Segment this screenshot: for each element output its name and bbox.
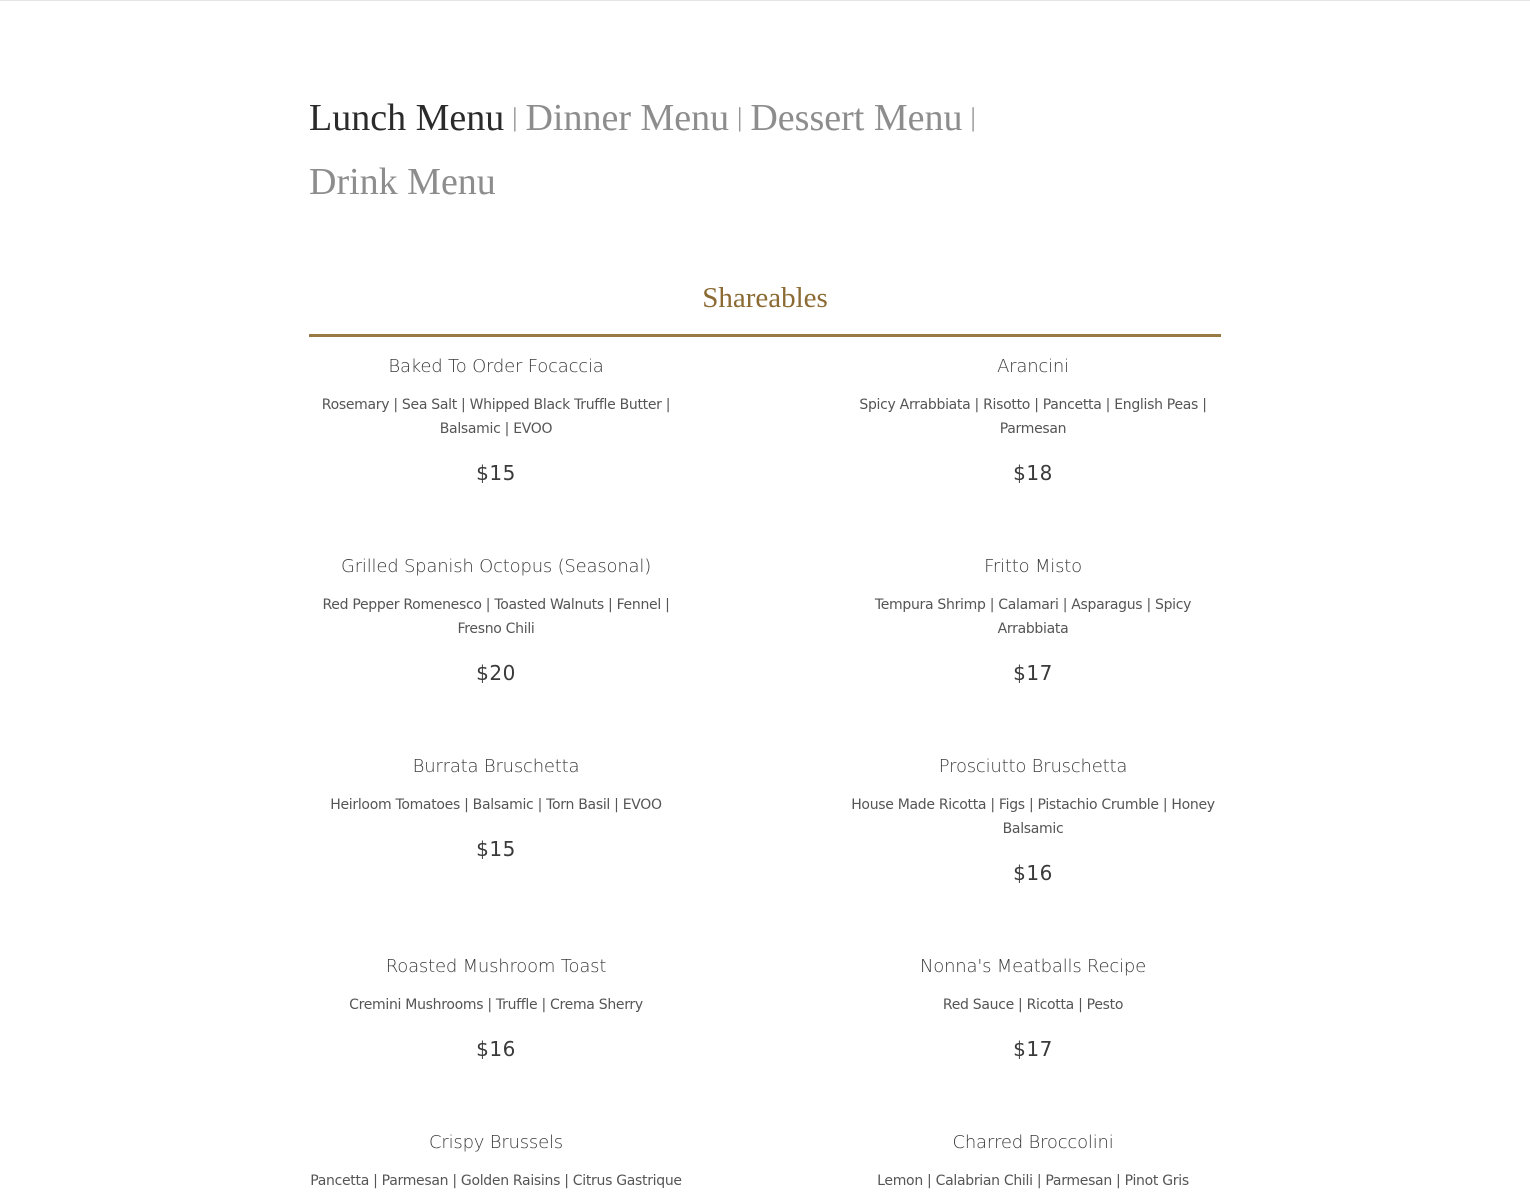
item-name: Arancini — [997, 356, 1069, 377]
item-description: Spicy Arrabbiata | Risotto | Pancetta | English Peas | Parmesan — [859, 397, 1207, 437]
menu-item — [306, 355, 686, 485]
menu-item — [843, 555, 1223, 685]
item-price: $16 — [476, 1037, 516, 1061]
item-description: Red Pepper Romenesco | Toasted Walnuts | Fennel | Fresno Chili — [322, 597, 670, 637]
menu-item — [843, 755, 1223, 885]
item-description: House Made Ricotta | Figs | Pistachio Crumble | Honey Balsamic — [851, 797, 1215, 837]
item-name: Roasted Mushroom Toast — [385, 956, 607, 977]
menu-item — [306, 755, 686, 861]
menu-item — [306, 1131, 686, 1193]
item-price: $15 — [476, 837, 516, 861]
item-name: Nonna's Meatballs Recipe — [920, 956, 1146, 977]
item-price: $18 — [1013, 461, 1053, 485]
section-title: Shareables — [702, 282, 828, 314]
item-price: $17 — [1013, 1037, 1053, 1061]
item-price: $16 — [1013, 861, 1053, 885]
item-price: $15 — [476, 461, 516, 485]
item-price: $20 — [476, 661, 516, 685]
item-description: Cremini Mushrooms | Truffle | Crema Sherry — [349, 997, 643, 1013]
nav-separator: | — [970, 103, 976, 132]
menu-item — [843, 955, 1223, 1061]
item-description: Tempura Shrimp | Calamari | Asparagus | Spicy Arrabbiata — [874, 597, 1192, 637]
item-name: Crispy Brussels — [429, 1132, 563, 1153]
nav-separator: | — [512, 103, 518, 132]
nav-lunch-menu[interactable]: Lunch Menu — [309, 97, 505, 139]
top-divider — [0, 0, 1530, 1]
item-name: Fritto Misto — [984, 556, 1082, 577]
nav-separator: | — [737, 103, 743, 132]
menu-item — [306, 555, 686, 685]
section-divider — [309, 334, 1221, 337]
menu-item — [306, 955, 686, 1061]
item-description: Heirloom Tomatoes | Balsamic | Torn Basil | EVOO — [330, 797, 662, 813]
nav-dessert-menu[interactable]: Dessert Menu — [750, 97, 963, 139]
menu-item — [843, 1131, 1223, 1193]
menu-item — [843, 355, 1223, 485]
item-description: Lemon | Calabrian Chili | Parmesan | Pinot Gris — [877, 1173, 1189, 1189]
item-description: Red Sauce | Ricotta | Pesto — [942, 997, 1124, 1013]
item-name: Burrata Bruschetta — [412, 756, 580, 777]
item-name: Charred Broccolini — [952, 1132, 1114, 1153]
menu-nav — [309, 88, 1069, 212]
item-description: Rosemary | Sea Salt | Whipped Black Truffle Butter | Balsamic | EVOO — [321, 397, 671, 437]
item-price: $17 — [1013, 661, 1053, 685]
nav-drink-menu[interactable]: Drink Menu — [309, 161, 496, 203]
item-name: Grilled Spanish Octopus (Seasonal) — [340, 556, 652, 577]
item-name: Prosciutto Bruschetta — [938, 756, 1128, 777]
item-name: Baked To Order Focaccia — [388, 356, 604, 377]
item-description: Pancetta | Parmesan | Golden Raisins | Citrus Gastrique — [310, 1173, 682, 1189]
nav-dinner-menu[interactable]: Dinner Menu — [525, 97, 730, 139]
